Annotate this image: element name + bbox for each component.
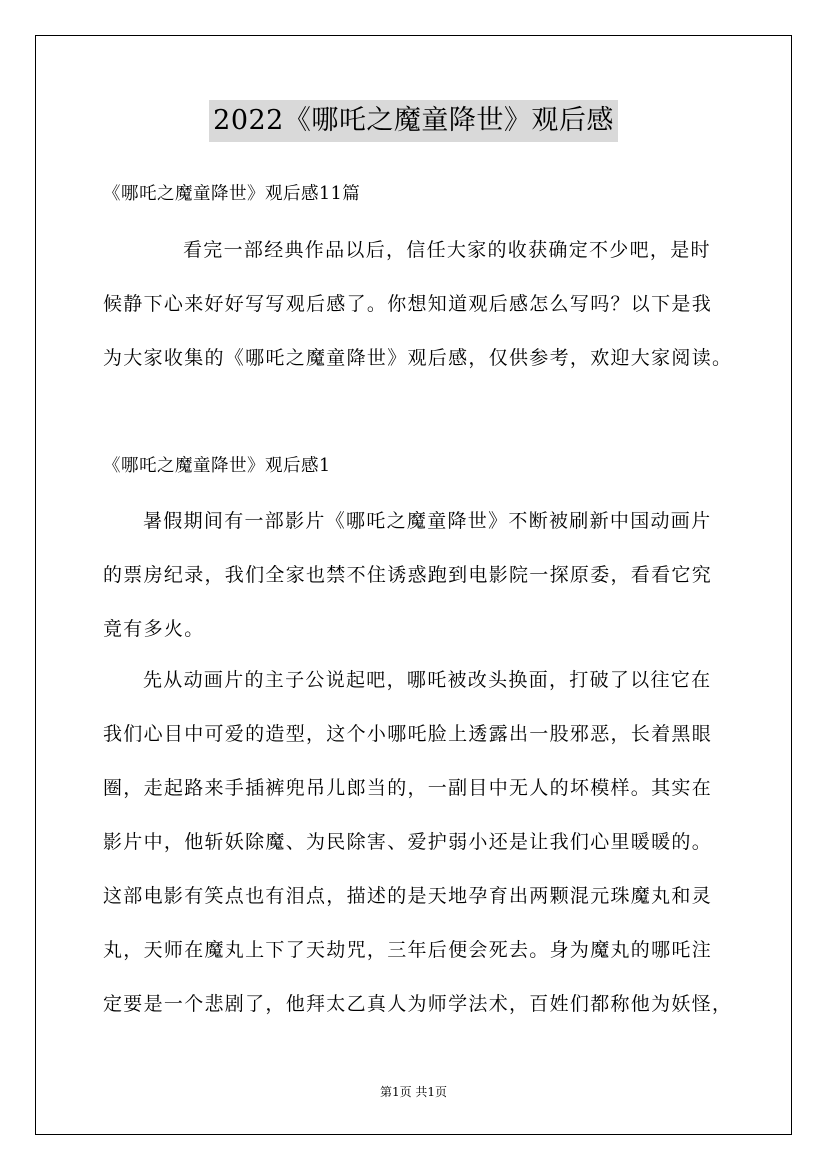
section-heading: 《哪吒之魔童降世》观后感1 xyxy=(103,456,331,476)
page-footer: 第1页 共1页 xyxy=(379,1085,448,1099)
para2-line-5: 这部电影有笑点也有泪点，描述的是天地孕育出两颗混元珠魔丸和灵 xyxy=(103,885,713,907)
intro-line-2: 候静下心来好好写写观后感了。你想知道观后感怎么写吗？以下是我 xyxy=(103,293,713,315)
document-title: 2022《哪吒之魔童降世》观后感 xyxy=(209,100,618,142)
para2-line-3: 圈，走起路来手插裤兜吊儿郎当的，一副目中无人的坏模样。其实在 xyxy=(103,777,713,799)
para2-line-4: 影片中，他斩妖除魔、为民除害、爱护弱小还是让我们心里暖暖的。 xyxy=(103,831,713,853)
para2-line-7: 定要是一个悲剧了，他拜太乙真人为师学法术，百姓们都称他为妖怪， xyxy=(103,993,733,1015)
para1-line-3: 竟有多火。 xyxy=(103,618,205,640)
title-wrap xyxy=(0,100,827,142)
intro-line-1: 看完一部经典作品以后，信任大家的收获确定不少吧，是时 xyxy=(183,239,711,261)
intro-line-3: 为大家收集的《哪吒之魔童降世》观后感，仅供参考，欢迎大家阅读。 xyxy=(103,347,733,369)
para2-line-1: 先从动画片的主子公说起吧，哪吒被改头换面，打破了以往它在 xyxy=(143,669,712,691)
para2-line-6: 丸，天师在魔丸上下了天劫咒，三年后便会死去。身为魔丸的哪吒注 xyxy=(103,939,713,961)
para2-line-2: 我们心目中可爱的造型，这个小哪吒脸上透露出一股邪恶，长着黑眼 xyxy=(103,723,713,745)
document-subtitle: 《哪吒之魔童降世》观后感11篇 xyxy=(103,184,361,204)
para1-line-1: 暑假期间有一部影片《哪吒之魔童降世》不断被刷新中国动画片 xyxy=(143,510,712,532)
para1-line-2: 的票房纪录，我们全家也禁不住诱惑跑到电影院一探原委，看看它究 xyxy=(103,564,713,586)
